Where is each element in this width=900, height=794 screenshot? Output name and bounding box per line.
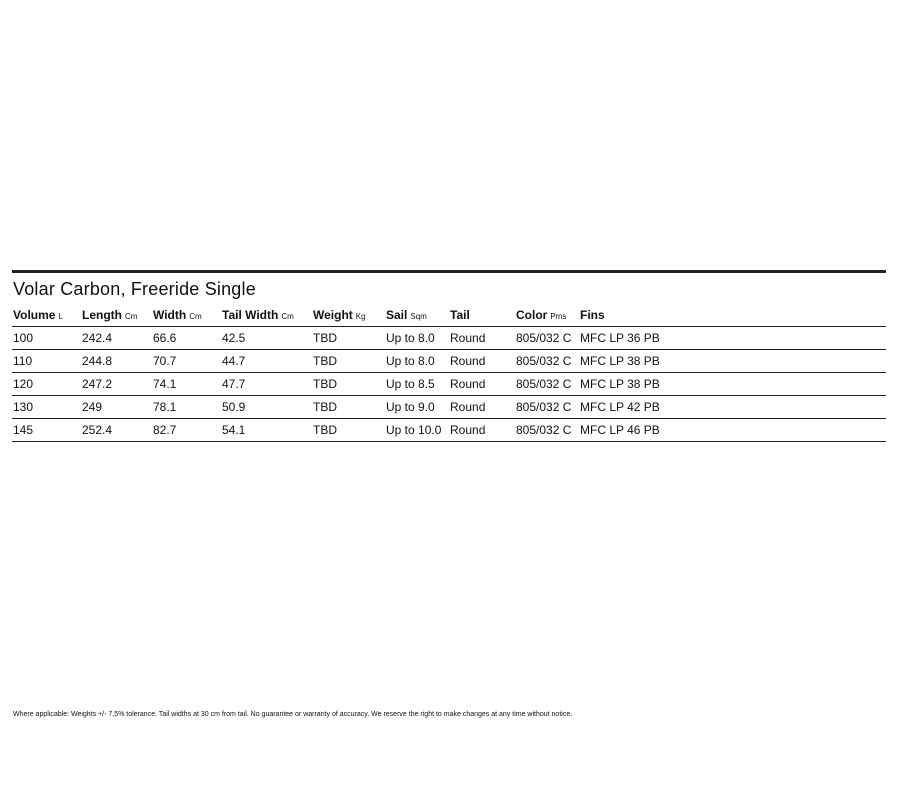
col-header-weight: Weight Kg [312,304,385,327]
col-header-length: Length Cm [81,304,152,327]
table-header-row [12,304,886,327]
cell-length: 249 [81,396,152,419]
cell-tail-width: 54.1 [221,419,312,442]
cell-tail-width: 42.5 [221,327,312,350]
cell-width: 74.1 [152,373,221,396]
cell-fins: MFC LP 38 PB [579,373,886,396]
cell-volume: 100 [12,327,81,350]
cell-color: 805/032 C [515,419,579,442]
col-header-color: Color Pms [515,304,579,327]
cell-fins: MFC LP 46 PB [579,419,886,442]
cell-length: 242.4 [81,327,152,350]
cell-width: 82.7 [152,419,221,442]
cell-volume: 120 [12,373,81,396]
cell-weight: TBD [312,327,385,350]
cell-tail-width: 50.9 [221,396,312,419]
cell-length: 247.2 [81,373,152,396]
disclaimer-footnote: Where applicable: Weights +/- 7.5% tolerance. Tail widths at 30 cm from tail. No guarantee or warranty of accuracy. We reserve the right to make changes at any time without notice. [13,711,573,718]
cell-sail: Up to 9.0 [385,396,449,419]
cell-tail-width: 44.7 [221,350,312,373]
cell-color: 805/032 C [515,373,579,396]
cell-tail: Round [449,396,515,419]
cell-fins: MFC LP 38 PB [579,350,886,373]
col-header-tail-width: Tail Width Cm [221,304,312,327]
cell-color: 805/032 C [515,396,579,419]
cell-width: 66.6 [152,327,221,350]
cell-volume: 145 [12,419,81,442]
cell-fins: MFC LP 42 PB [579,396,886,419]
cell-tail-width: 47.7 [221,373,312,396]
cell-color: 805/032 C [515,327,579,350]
specs-table [12,304,886,442]
cell-tail: Round [449,350,515,373]
cell-weight: TBD [312,350,385,373]
cell-sail: Up to 8.0 [385,327,449,350]
cell-fins: MFC LP 36 PB [579,327,886,350]
col-header-sail: Sail Sqm [385,304,449,327]
cell-length: 252.4 [81,419,152,442]
table-row [12,373,886,396]
cell-volume: 110 [12,350,81,373]
table-row [12,327,886,350]
product-title: Volar Carbon, Freeride Single [13,279,256,299]
cell-tail: Round [449,419,515,442]
cell-width: 70.7 [152,350,221,373]
cell-tail: Round [449,327,515,350]
cell-weight: TBD [312,396,385,419]
cell-volume: 130 [12,396,81,419]
cell-weight: TBD [312,373,385,396]
table-row [12,350,886,373]
cell-width: 78.1 [152,396,221,419]
top-divider [12,270,886,273]
col-header-tail: Tail [449,304,515,327]
cell-weight: TBD [312,419,385,442]
cell-sail: Up to 8.5 [385,373,449,396]
cell-sail: Up to 8.0 [385,350,449,373]
col-header-fins: Fins [579,304,886,327]
cell-sail: Up to 10.0 [385,419,449,442]
table-row [12,396,886,419]
cell-length: 244.8 [81,350,152,373]
col-header-volume: Volume L [12,304,81,327]
table-row [12,419,886,442]
cell-color: 805/032 C [515,350,579,373]
cell-tail: Round [449,373,515,396]
col-header-width: Width Cm [152,304,221,327]
